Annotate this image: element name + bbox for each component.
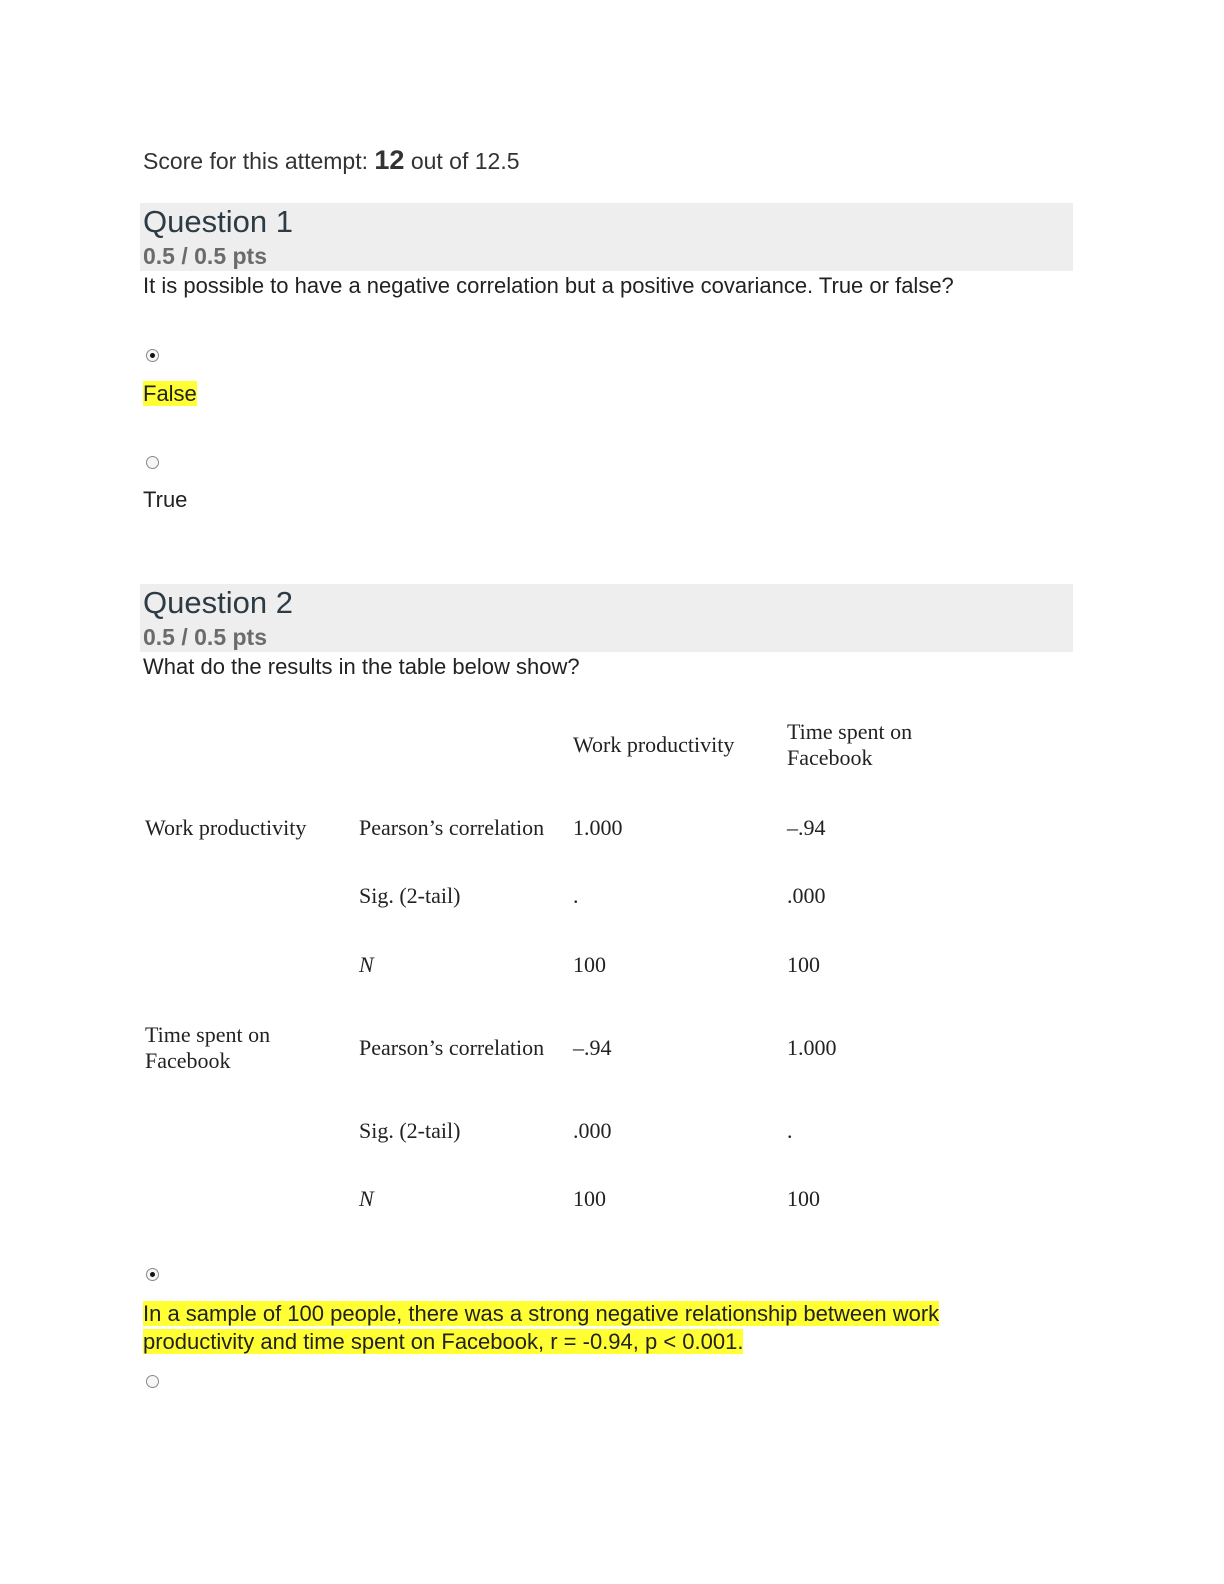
q2-answer-1-label: In a sample of 100 people, there was a strong negative relationship between work productivity and time spent on Facebook, r = -0.94, p < 0.001.: [143, 1301, 940, 1354]
stat-label: Sig. (2-tail): [359, 1118, 461, 1143]
cell-value: .000: [573, 1118, 612, 1143]
q1-answer-1-radio[interactable]: [146, 349, 159, 362]
question-2-text: What do the results in the table below show?: [143, 654, 580, 679]
question-1-title: Question 1: [143, 204, 293, 239]
question-2-points: 0.5 / 0.5 pts: [143, 624, 268, 650]
cell-value: 100: [787, 1186, 820, 1211]
stat-label: N: [359, 952, 374, 977]
cell-value: 100: [787, 952, 820, 977]
stat-label: Sig. (2-tail): [359, 883, 461, 908]
row-group-work-productivity: Work productivity: [145, 815, 307, 840]
cell-value: –.94: [787, 815, 826, 840]
col-header-time-facebook: Time spent on Facebook: [787, 719, 913, 770]
stat-label: N: [359, 1186, 374, 1211]
question-1-points: 0.5 / 0.5 pts: [143, 243, 268, 269]
q1-answer-2[interactable]: True: [143, 487, 188, 512]
col-header-work-productivity: Work productivity: [573, 732, 735, 757]
stat-label: Pearson’s correlation: [359, 815, 545, 840]
q1-answer-2-radio[interactable]: [146, 456, 159, 469]
cell-value: –.94: [573, 1035, 612, 1060]
q1-answer-1-label: False: [143, 381, 197, 406]
cell-value: .000: [787, 883, 826, 908]
score-line: [143, 145, 520, 176]
q2-answer-2-radio[interactable]: [146, 1375, 159, 1388]
row-group-time-facebook: Time spent on Facebook: [145, 1022, 271, 1073]
q1-answer-1[interactable]: [143, 381, 197, 407]
cell-value: 1.000: [573, 815, 623, 840]
score-label: Score for this attempt:: [143, 148, 368, 174]
cell-value: 100: [573, 952, 606, 977]
score-suffix: out of 12.5: [410, 148, 520, 174]
q2-answer-1[interactable]: [143, 1300, 1043, 1356]
score-value: 12: [374, 145, 405, 175]
cell-value: 1.000: [787, 1035, 837, 1060]
question-1-text: It is possible to have a negative correlation but a positive covariance. True or false?: [143, 273, 954, 298]
cell-value: .: [573, 883, 579, 908]
cell-value: 100: [573, 1186, 606, 1211]
q2-answer-1-radio[interactable]: [146, 1268, 159, 1281]
stat-label: Pearson’s correlation: [359, 1035, 545, 1060]
cell-value: .: [787, 1118, 793, 1143]
question-2-title: Question 2: [143, 585, 293, 620]
